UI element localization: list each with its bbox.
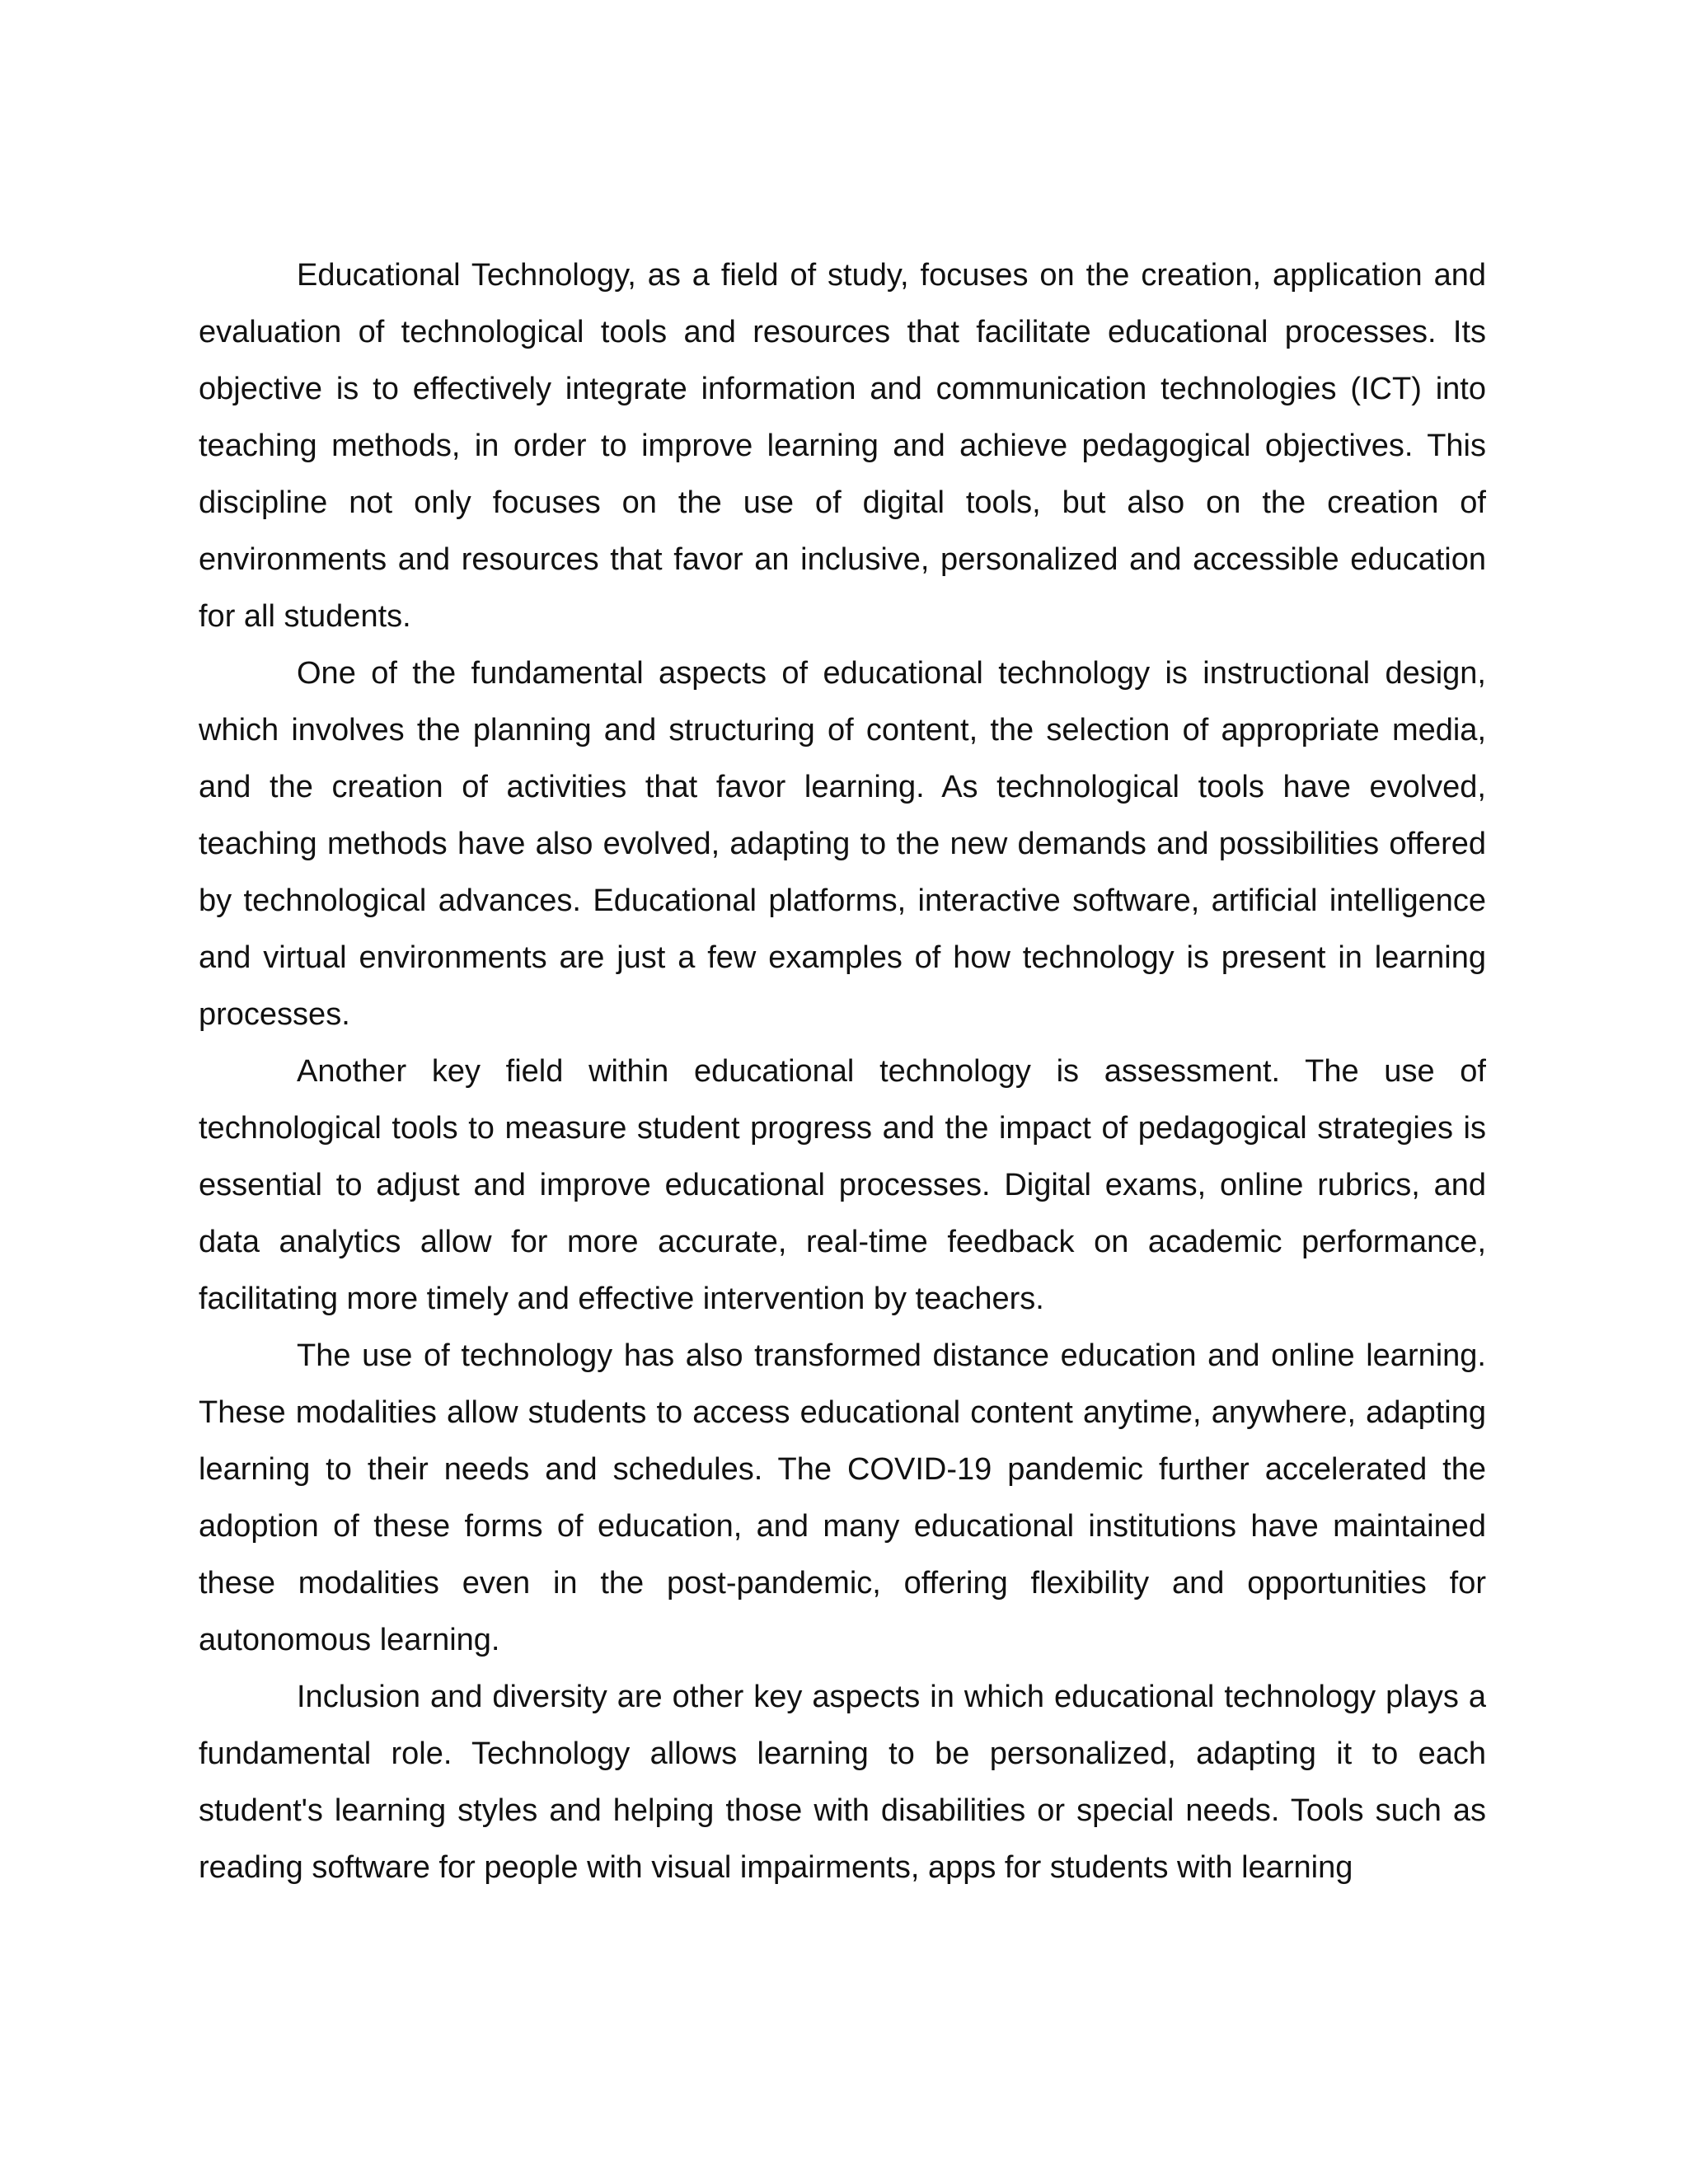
paragraph-2: One of the fundamental aspects of educational technology is instructional design, which involves the planning and structuring of content, the selection of appropriate media, and the creation of activities that favor learning. As technological tools have evolved, teaching methods have also evolved, adapting to the new demands and possibilities offered by technological advances. Educational platforms, interactive software, artificial intelligence and virtual environments are just a few examples of how technology is present in learning processes. (199, 656, 1486, 1032)
paragraph-4: The use of technology has also transformed distance education and online learning. These modalities allow students to access educational content anytime, anywhere, adapting learning to their needs and schedules. The COVID-19 pandemic further accelerated the adoption of these forms of education, and many educational institutions have maintained these modalities even in the post-pandemic, offering flexibility and opportunities for autonomous learning. (199, 1338, 1486, 1657)
paragraph-3: Another key field within educational technology is assessment. The use of technological tools to measure student progress and the impact of pedagogical strategies is essential to adjust and improve educational processes. Digital exams, online rubrics, and data analytics allow for more accurate, real-time feedback on academic performance, facilitating more timely and effective intervention by teachers. (199, 1054, 1486, 1316)
paragraph-1: Educational Technology, as a field of study, focuses on the creation, application and evaluation of technological tools and resources that facilitate educational processes. Its objective is to effectively integrate information and communication technologies (ICT) into teaching methods, in order to improve learning and achieve pedagogical objectives. This discipline not only focuses on the use of digital tools, but also on the creation of environments and resources that favor an inclusive, personalized and accessible education for all students. (199, 258, 1486, 634)
body-text (199, 247, 1486, 1896)
paragraph-5: Inclusion and diversity are other key aspects in which educational technology plays a fundamental role. Technology allows learning to be personalized, adapting it to each student's learning styles and helping those with disabilities or special needs. Tools such as reading software for people with visual impairments, apps for students with learning (199, 1680, 1486, 1885)
